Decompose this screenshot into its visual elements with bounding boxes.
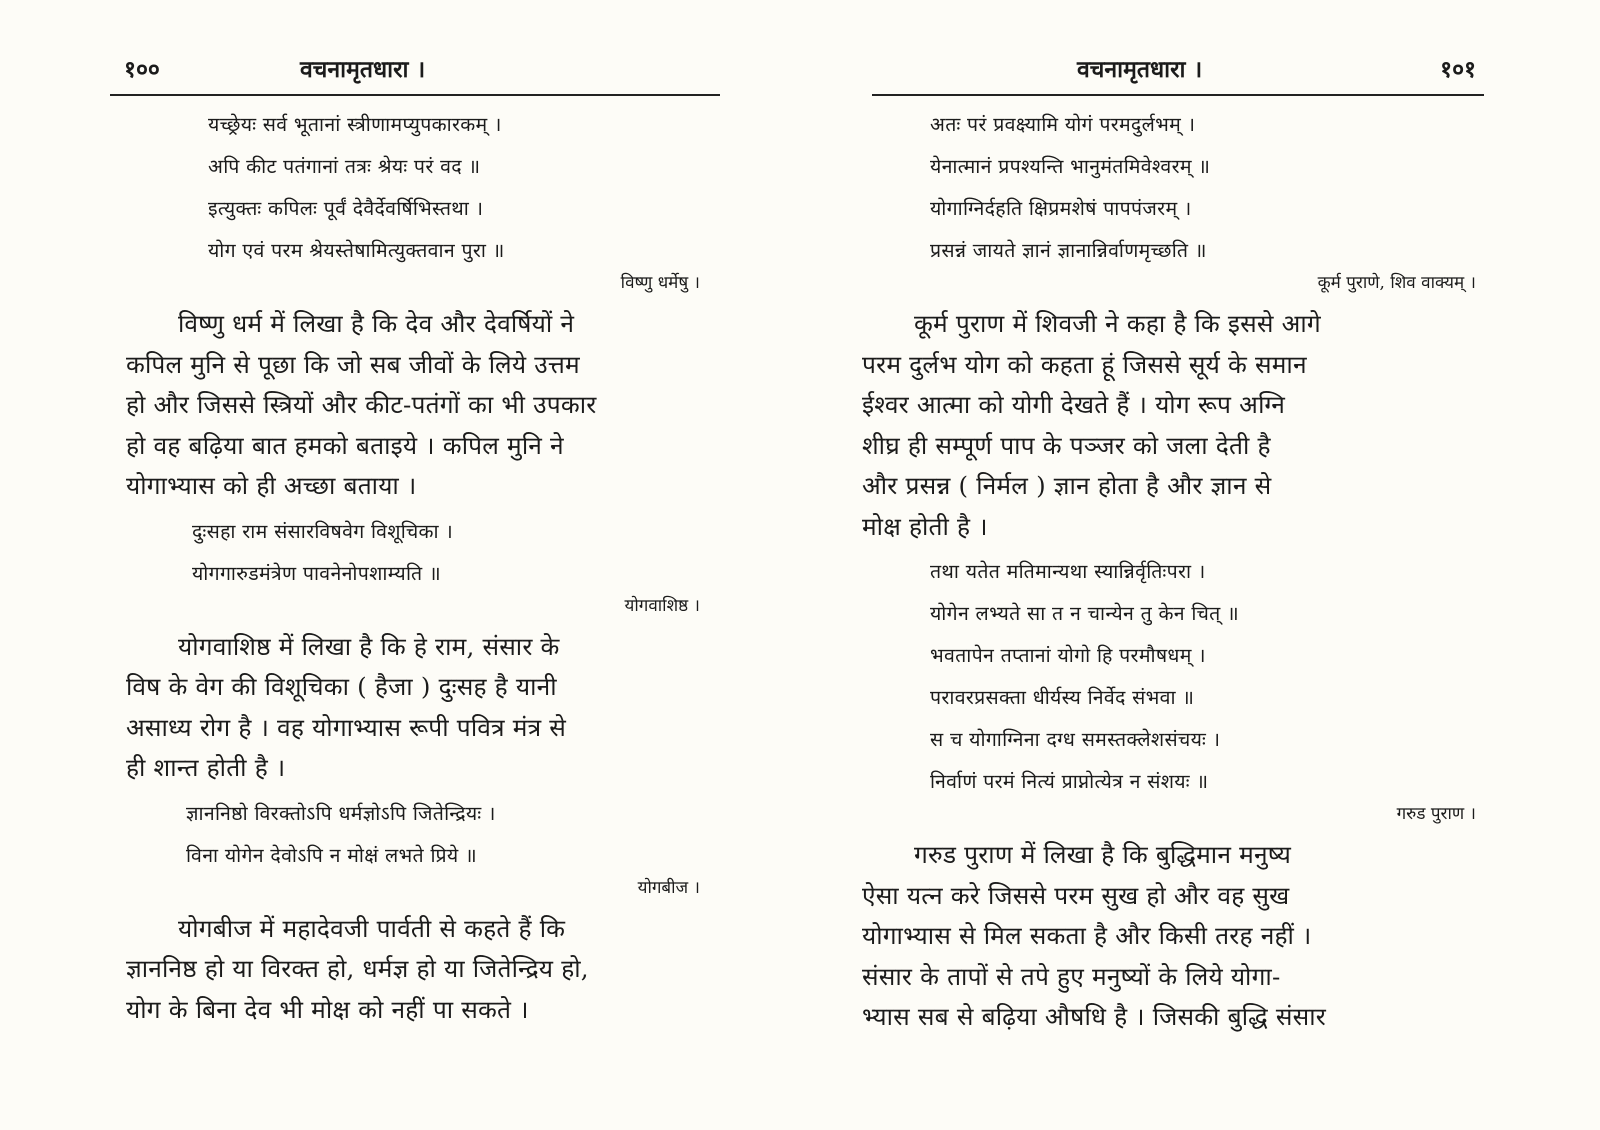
- verse-line: भवतापेन तप्तानां योगो हि परमौषधम् ।: [930, 644, 1206, 667]
- left-paragraph-3: [126, 909, 714, 1031]
- paragraph-line: ही शान्त होती है ।: [126, 753, 286, 782]
- left-paragraph-2: [126, 627, 714, 789]
- right-page-number: १०१: [1440, 56, 1476, 83]
- paragraph-line: ज्ञाननिष्ठ हो या विरक्त हो, धर्मज्ञ हो या जितेन्द्रिय हो,: [126, 954, 589, 983]
- paragraph-line: हो वह बढ़िया बात हमको बताइये । कपिल मुनि ने: [126, 430, 564, 460]
- paragraph-line: योग के बिना देव भी मोक्ष को नहीं पा सकते ।: [126, 994, 529, 1024]
- right-source-1: कूर्म पुराणे, शिव वाक्यम् ।: [1317, 273, 1476, 293]
- left-page-number: १००: [124, 56, 160, 83]
- verse-line: स च योगाग्निना दग्ध समस्तक्लेशसंचयः ।: [930, 728, 1221, 751]
- left-page-header: [110, 52, 720, 86]
- verse-line: येनात्मानं प्रपश्यन्ति भानुमंतमिवेश्वरम् ॥: [930, 155, 1211, 178]
- paragraph-line: विष के वेग की विशूचिका ( हैजा ) दुःसह है यानी: [126, 672, 557, 701]
- paragraph-line: परम दुर्लभ योग को कहता हूं जिससे सूर्य के समान: [862, 349, 1307, 379]
- right-verse-1: [930, 104, 1484, 272]
- paragraph-line: ईश्वर आत्मा को योगी देखते हैं । योग रूप अग्नि: [862, 390, 1286, 419]
- left-verse-1: [208, 104, 720, 272]
- verse-line: अपि कीट पतंगानां तत्रः श्रेयः परं वद ॥: [208, 155, 481, 178]
- left-verse-2: [192, 511, 720, 595]
- paragraph-line: असाध्य रोग है । वह योगाभ्यास रूपी पवित्र मंत्र से: [126, 712, 567, 742]
- paragraph-line: शीघ्र ही सम्पूर्ण पाप के पञ्जर को जला देती है: [862, 430, 1271, 460]
- left-page: [110, 0, 720, 1130]
- paragraph-line: संसार के तापों से तपे हुए मनुष्यों के लिये योगा-: [862, 961, 1281, 991]
- paragraph-line: विष्णु धर्म में लिखा है कि देव और देवर्षियों ने: [178, 309, 575, 338]
- verse-line: योग एवं परम श्रेयस्तेषामित्युक्तवान पुरा ॥: [208, 239, 505, 262]
- paragraph-line: योगाभ्यास को ही अच्छा बताया ।: [126, 471, 417, 500]
- left-running-title: वचनामृतधारा ।: [300, 56, 426, 83]
- verse-line: प्रसन्नं जायते ज्ञानं ज्ञानान्निर्वाणमृच्छति ॥: [930, 239, 1207, 262]
- paragraph-line: और प्रसन्न ( निर्मल ) ज्ञान होता है और ज्ञान से: [862, 471, 1272, 500]
- left-page-body: [110, 104, 720, 1034]
- right-page-body: [862, 104, 1484, 1042]
- paragraph-line: गरुड पुराण में लिखा है कि बुद्धिमान मनुष्य: [914, 840, 1292, 869]
- verse-line: तथा यतेत मतिमान्यथा स्यान्निर्वृतिःपरा ।: [930, 560, 1206, 583]
- paragraph-line: भ्यास सब से बढ़िया औषधि है । जिसकी बुद्धि संसार: [862, 1002, 1326, 1031]
- left-header-rule: [110, 94, 720, 96]
- paragraph-line: हो और जिससे स्त्रियों और कीट-पतंगों का भी उपकार: [126, 390, 597, 419]
- paragraph-line: कूर्म पुराण में शिवजी ने कहा है कि इससे आगे: [914, 309, 1321, 338]
- right-page: [862, 0, 1484, 1130]
- verse-line: यच्छ्रेयः सर्व भूतानां स्त्रीणामप्युपकारकम् ।: [208, 113, 502, 136]
- right-header-rule: [872, 94, 1484, 96]
- right-paragraph-1: [862, 304, 1482, 547]
- right-verse-2: [930, 551, 1484, 803]
- verse-line: अतः परं प्रवक्ष्यामि योगं परमदुर्लभम् ।: [930, 113, 1196, 136]
- right-source-2: गरुड पुराण ।: [1396, 804, 1476, 824]
- left-verse-3: [186, 793, 720, 877]
- verse-line: योगाग्निर्दहति क्षिप्रमशेषं पापपंजरम् ।: [930, 197, 1192, 220]
- paragraph-line: ऐसा यत्न करे जिससे परम सुख हो और वह सुख: [862, 880, 1290, 910]
- verse-line: परावरप्रसक्ता धीर्यस्य निर्वेद संभवा ॥: [930, 686, 1195, 709]
- verse-line: दुःसहा राम संसारविषवेग विशूचिका ।: [192, 519, 454, 543]
- verse-line: इत्युक्तः कपिलः पूर्वं देवैर्देवर्षिभिस्तथा ।: [208, 197, 484, 220]
- left-source-2: योगवाशिष्ठ ।: [624, 595, 700, 616]
- right-page-header: [872, 52, 1484, 86]
- left-paragraph-1: [126, 304, 714, 507]
- paragraph-line: मोक्ष होती है ।: [862, 511, 988, 541]
- left-source-3: योगबीज ।: [637, 877, 700, 898]
- right-running-title: वचनामृतधारा ।: [1077, 56, 1203, 83]
- verse-line: ज्ञाननिष्ठो विरक्तोऽपि धर्मज्ञोऽपि जितेन्द्रियः ।: [186, 801, 496, 825]
- right-paragraph-2: [862, 835, 1482, 1038]
- paragraph-line: कपिल मुनि से पूछा कि जो सब जीवों के लिये उत्तम: [126, 349, 580, 379]
- verse-line: योगगारुडमंत्रेण पावनेनोपशाम्यति ॥: [192, 561, 441, 585]
- verse-line: विना योगेन देवोऽपि न मोक्षं लभते प्रिये ॥: [186, 843, 477, 867]
- left-source-1: विष्णु धर्मेषु ।: [620, 273, 700, 293]
- verse-line: योगेन लभ्यते सा त न चान्येन तु केन चित् ॥: [930, 602, 1240, 625]
- verse-line: निर्वाणं परमं नित्यं प्राप्नोत्येत्र न संशयः ॥: [930, 770, 1209, 793]
- paragraph-line: योगबीज में महादेवजी पार्वती से कहते हैं कि: [178, 913, 566, 943]
- paragraph-line: योगवाशिष्ठ में लिखा है कि हे राम, संसार के: [178, 631, 560, 661]
- paragraph-line: योगाभ्यास से मिल सकता है और किसी तरह नहीं ।: [862, 921, 1312, 950]
